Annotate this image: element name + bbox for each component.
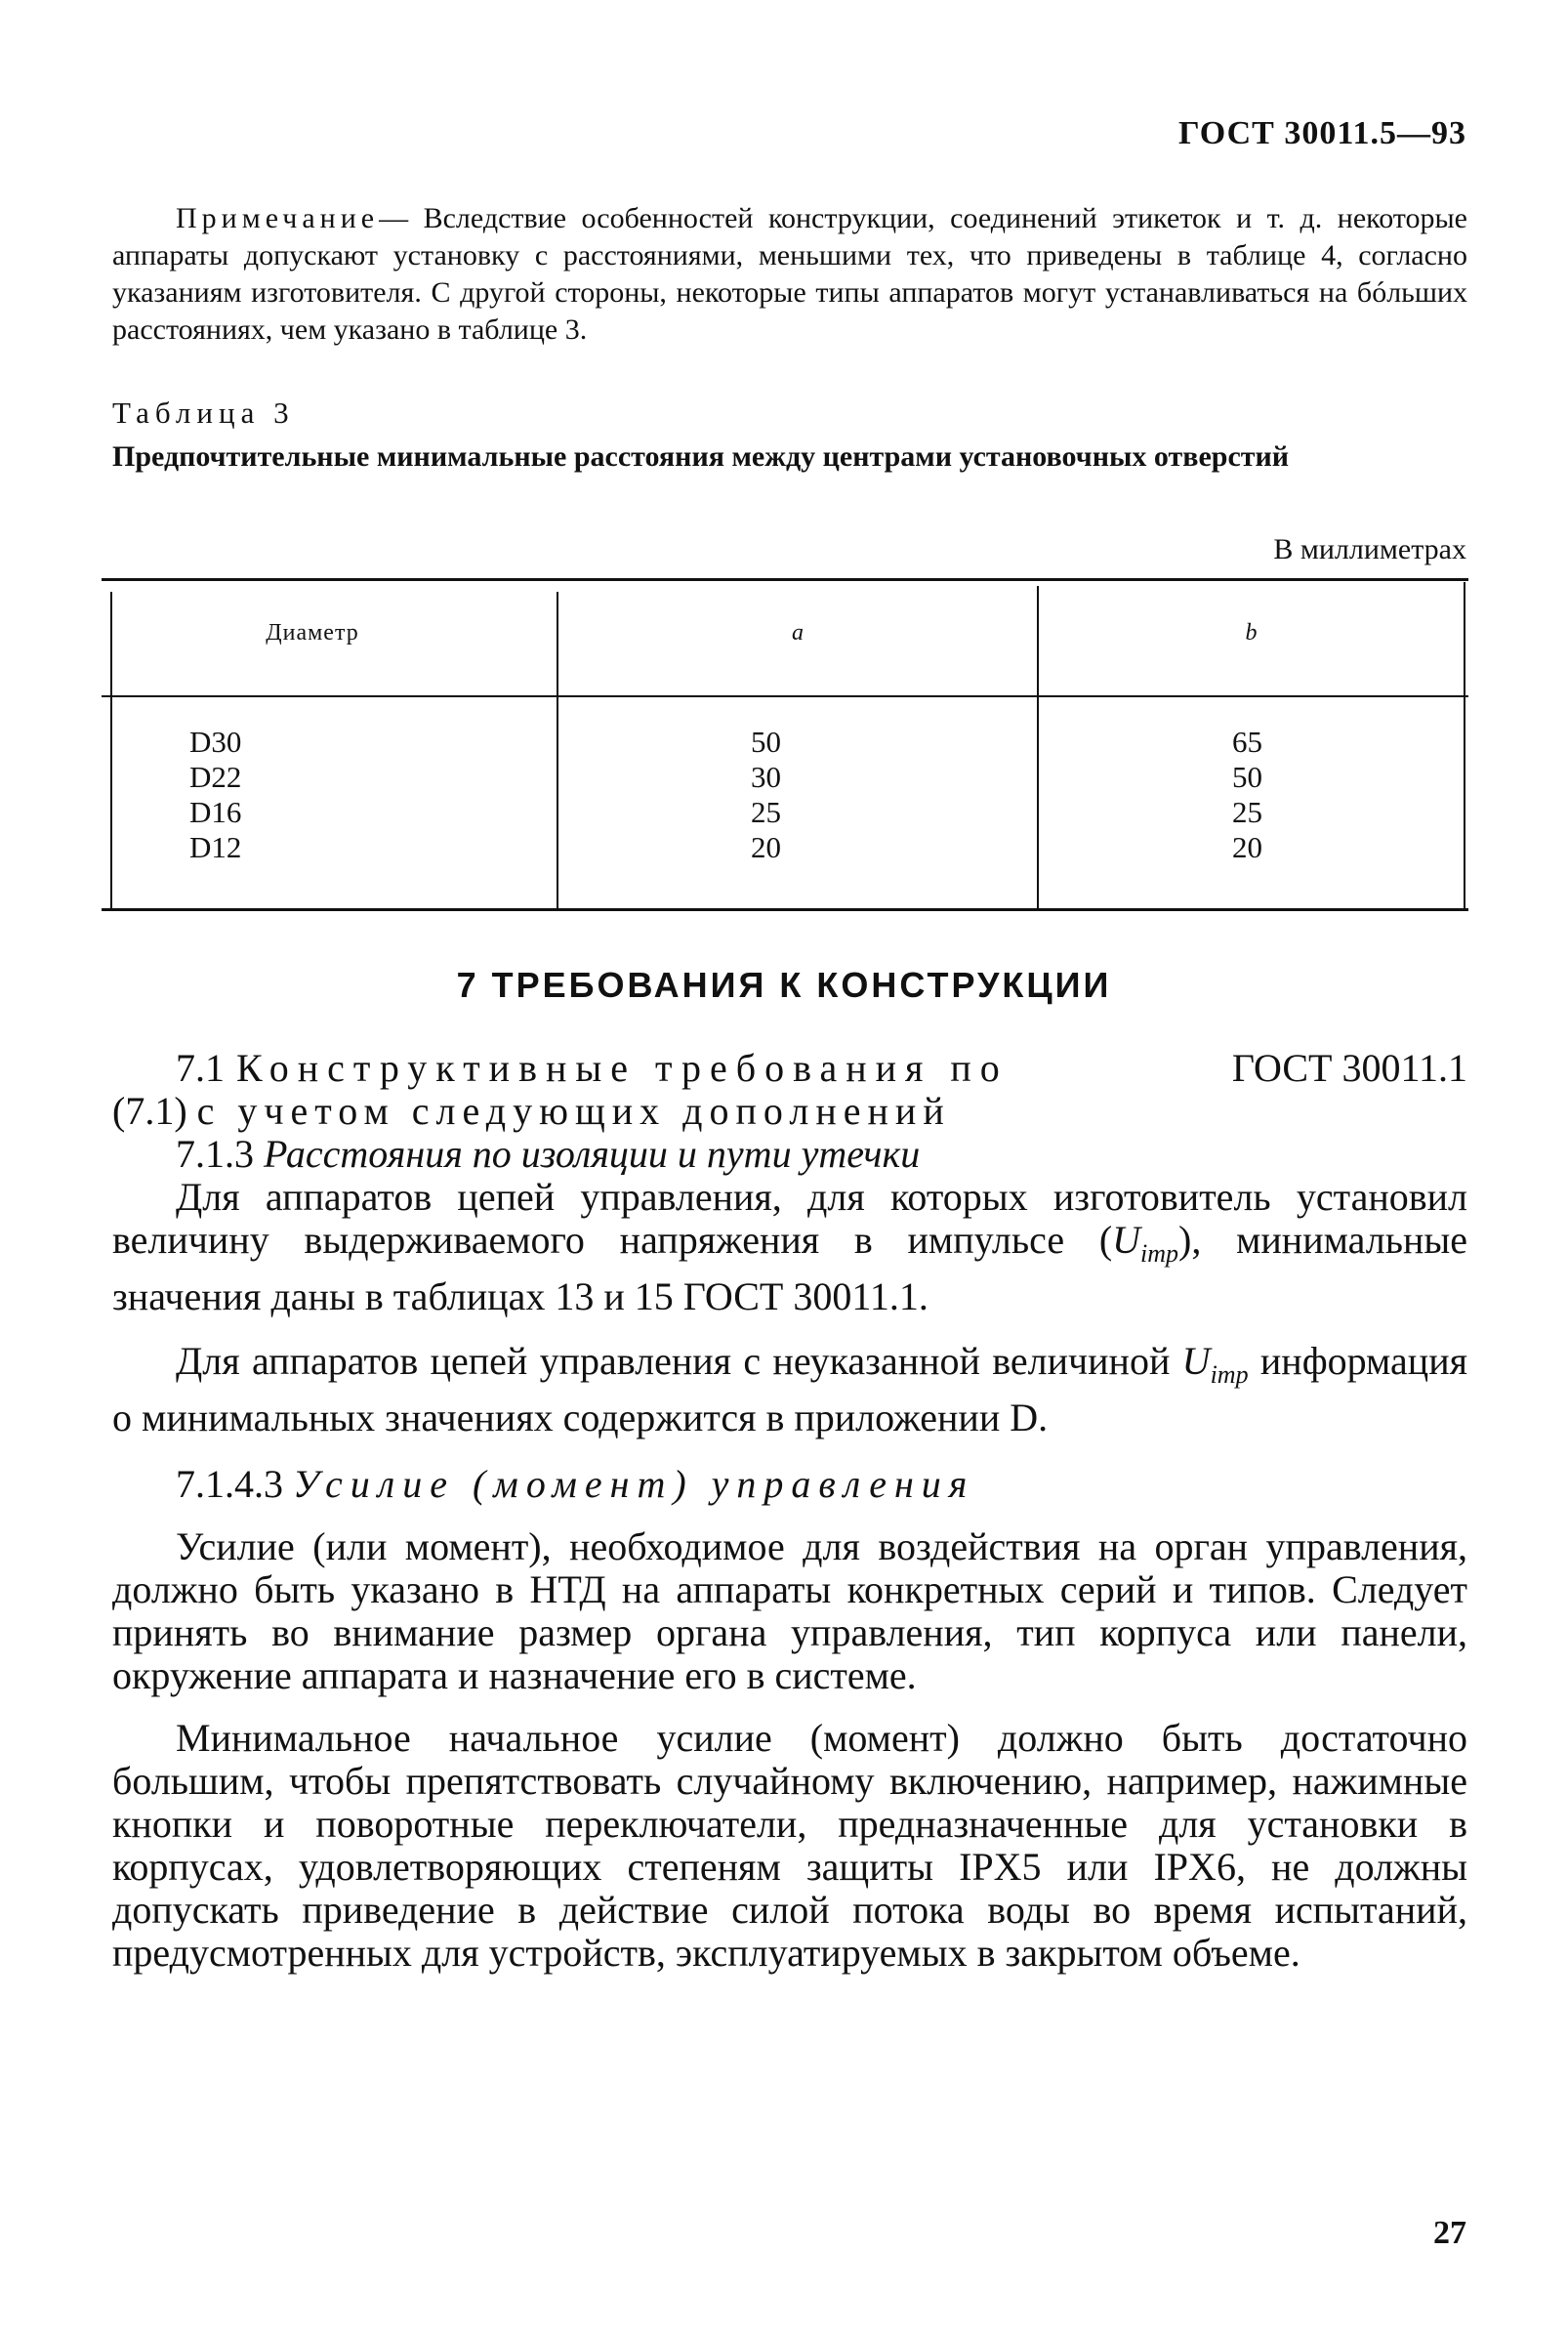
clause-7-1 [112, 1047, 1467, 1090]
section-body [112, 1047, 1467, 1975]
clause-7-1-continuation [112, 1090, 1467, 1133]
table-title: Предпочтительные минимальные расстояния между центрами установочных отверстий [112, 440, 1290, 473]
clause-7-1-4-3-title: Усилие (момент) управления [293, 1462, 975, 1506]
clause-7-1-spaced: Конструктивные требования по [236, 1046, 1009, 1090]
clause-7-1-3 [112, 1133, 1467, 1176]
table-cell: D16 [189, 795, 242, 829]
table-left-border [110, 592, 112, 909]
clause-7-1-3-number: 7.1.3 [176, 1132, 254, 1176]
table-cell: 20 [1232, 830, 1262, 864]
table-cell: 65 [1232, 725, 1262, 759]
paragraph-unspecified-uimp [112, 1340, 1467, 1439]
clause-7-1-additions: с учетом следующих дополнений [196, 1089, 951, 1133]
note-label: Примечание [176, 202, 380, 234]
section-heading: 7 ТРЕБОВАНИЯ К КОНСТРУКЦИИ [456, 965, 1112, 1005]
clause-7-1-number: 7.1 [176, 1046, 225, 1090]
paragraph-text: ), минимальные значения даны в таблицах 13 и 15 ГОСТ 30011.1. [112, 1218, 1467, 1318]
paragraph-text: Для аппаратов цепей управления, для которых изготовитель установил величину выдерживаемого напряжения в импульсе ( [112, 1175, 1467, 1262]
paragraph-control-force: Усилие (или момент), необходимое для воздействия на орган управления, должно быть указано в НТД на аппараты конкретных серий и типов. Следует принять во внимание размер органа управления, тип корпуса или панели, окружение аппарата и назначение его в системе. [112, 1524, 1467, 1697]
table-cell: 50 [1232, 760, 1262, 794]
note-paragraph [112, 200, 1467, 349]
table-cell: D22 [189, 760, 242, 794]
clause-7-1-4-3 [112, 1463, 1467, 1506]
table-cell: 25 [751, 795, 781, 829]
paragraph-minimum-force: Минимальное начальное усилие (момент) должно быть достаточно большим, чтобы препятствовать случайному включению, например, нажимные кнопки и поворотные переключатели, предназначенные для установки в корпусах, удовлетворяющих степеням защиты IPX5 или IPX6, не должны допускать приведение в действие силой потока воды во время испытаний, предусмотренных для устройств, эксплуатируемых в закрытом объеме. [112, 1716, 1467, 1975]
clause-7-1-4-3-number: 7.1.4.3 [176, 1462, 283, 1506]
table-bottom-rule [102, 908, 1468, 911]
clause-7-1-reference: ГОСТ 30011.1 [1231, 1046, 1467, 1090]
clause-7-1-3-title: Расстояния по изоляции и пути утечки [264, 1132, 921, 1176]
page-number: 27 [1433, 2215, 1466, 2251]
table-cell: D12 [189, 830, 242, 864]
table-right-border [1464, 582, 1465, 909]
table-header-b: b [1245, 620, 1258, 646]
clause-7-1-subref: (7.1) [112, 1089, 187, 1133]
table-units: В миллиметрах [1273, 533, 1466, 565]
table-cell: 50 [751, 725, 781, 759]
paragraph-impulse-voltage [112, 1176, 1467, 1318]
symbol-u: U [1112, 1218, 1141, 1262]
table-header-rule [102, 695, 1468, 697]
table-caption: Таблица 3 [112, 396, 295, 430]
table-cell: 30 [751, 760, 781, 794]
symbol-u: U [1181, 1339, 1211, 1383]
table-cell: D30 [189, 725, 242, 759]
table-header-diameter: Диаметр [266, 620, 359, 646]
paragraph-text: информация о минимальных значениях содержится в приложении D. [112, 1339, 1468, 1439]
note-dash: — [379, 202, 409, 234]
paragraph-text: Для аппаратов цепей управления с неуказанной величиной [176, 1339, 1171, 1383]
table-header-a: a [792, 620, 804, 646]
document-code: ГОСТ 30011.5—93 [1177, 115, 1466, 151]
note-text: Вследствие особенностей конструкции, соединений этикеток и т. д. некоторые аппараты допускают установку с расстояниями, меньшими тех, что приведены в таблице 4, согласно указаниям изготовителя. С другой стороны, некоторые типы аппаратов могут устанавливаться на бóльших расстояниях, чем указано в таблице 3. [112, 202, 1467, 346]
symbol-subscript: imp [1210, 1360, 1249, 1389]
table-col-b [1232, 725, 1262, 865]
table-col-a [751, 725, 781, 865]
symbol-subscript: imp [1140, 1239, 1179, 1268]
table-cell: 20 [751, 830, 781, 864]
table-col-diameter [189, 725, 241, 865]
table-top-rule [102, 578, 1468, 581]
table-cell: 25 [1232, 795, 1262, 829]
